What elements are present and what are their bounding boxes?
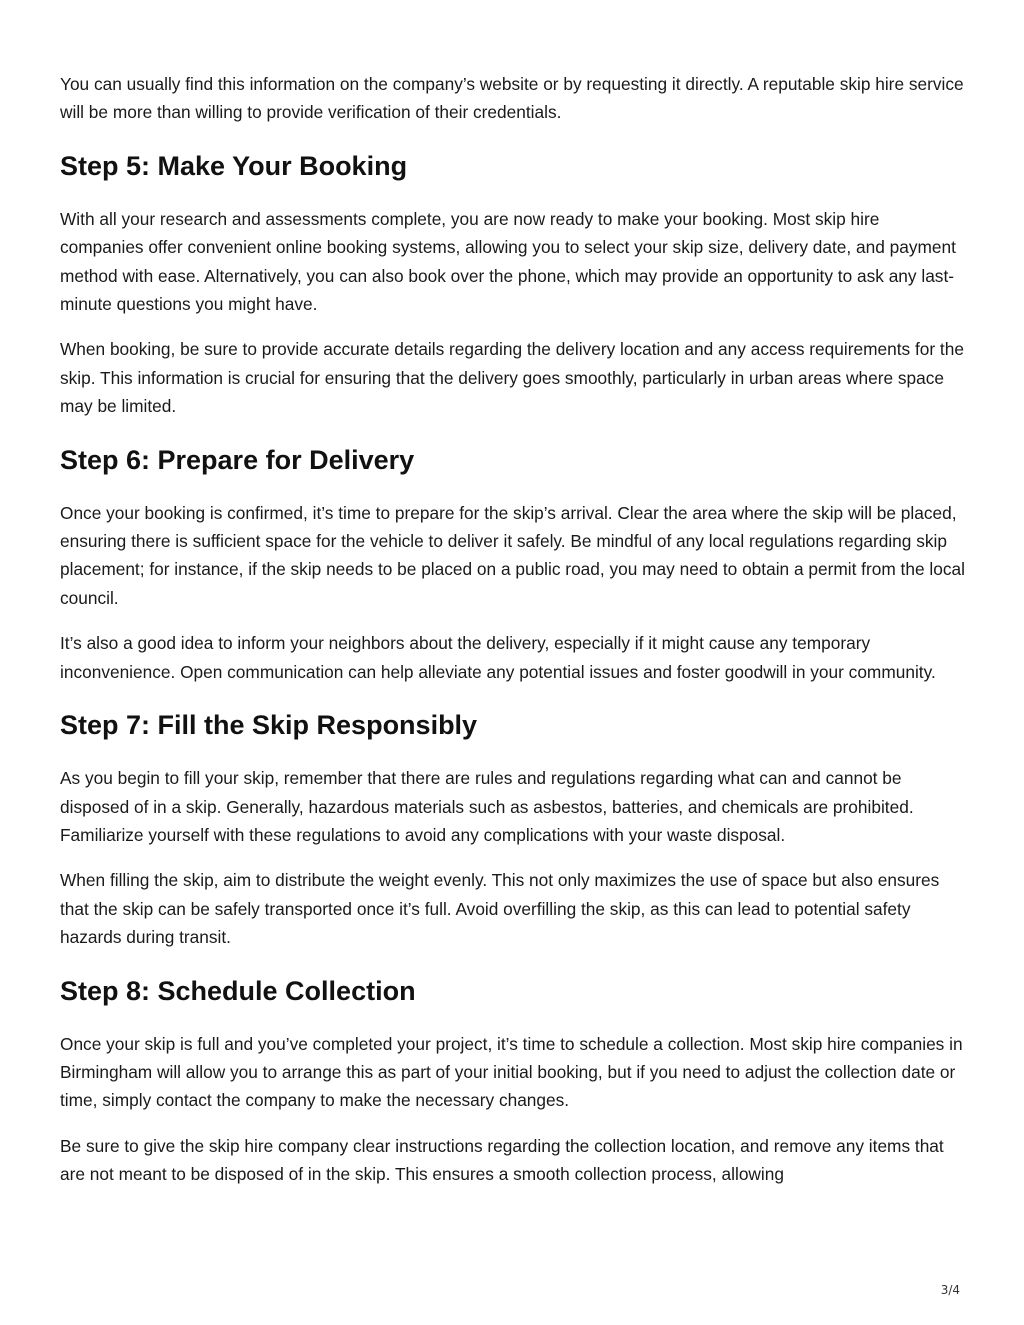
section-step-6 [60, 443, 965, 686]
section-step-5 [60, 149, 965, 421]
document-body [60, 70, 965, 1206]
section-step-7 [60, 708, 965, 951]
section-heading: Step 6: Prepare for Delivery [60, 444, 415, 475]
section-heading: Step 7: Fill the Skip Responsibly [60, 710, 478, 741]
page-number: 3/4 [940, 1283, 960, 1297]
paragraph: Once your booking is confirmed, it’s time to prepare for the skip’s arrival. Clear the area where the skip will be placed, ensuring there is sufficient space for the vehicle to deliver it safely. Be mindful of any local regulations regarding skip placement; for instance, if the skip needs to be placed on a public road, you may need to obtain a permit from the local council. [60, 502, 965, 608]
paragraph: Be sure to give the skip hire company clear instructions regarding the collection location, and remove any items that are not meant to be disposed of in the skip. This ensures a smooth collection process, allowing [60, 1135, 944, 1185]
intro-paragraph: You can usually find this information on the company’s website or by requesting it directly. A reputable skip hire service will be more than willing to provide verification of their credentials. [60, 74, 964, 123]
paragraph: As you begin to fill your skip, remember that there are rules and regulations regarding what can and cannot be disposed of in a skip. Generally, hazardous materials such as asbestos, batteries, and chemicals are prohibited. Familiarize yourself with these regulations to avoid any complications with your waste disposal. [60, 768, 914, 845]
paragraph: When filling the skip, aim to distribute the weight evenly. This not only maximizes the use of space but also ensures that the skip can be safely transported once it’s full. Avoid overfilling the skip, as this can lead to potential safety hazards during transit. [60, 870, 940, 948]
paragraph: It’s also a good idea to inform your neighbors about the delivery, especially if it might cause any temporary inconvenience. Open communication can help alleviate any potential issues and foster goodwill in your community. [60, 633, 936, 682]
section-step-8 [60, 974, 965, 1189]
section-heading: Step 8: Schedule Collection [60, 975, 416, 1006]
section-heading: Step 5: Make Your Booking [60, 150, 408, 181]
paragraph: Once your skip is full and you’ve completed your project, it’s time to schedule a collection. Most skip hire companies in Birmingham will allow you to arrange this as part of your initial booking, but if you need to adjust the collection date or time, simply contact the company to make the necessary changes. [60, 1033, 963, 1111]
paragraph: When booking, be sure to provide accurate details regarding the delivery location and any access requirements for the skip. This information is crucial for ensuring that the delivery goes smoothly, particularly in urban areas where space may be limited. [60, 339, 964, 417]
paragraph: With all your research and assessments complete, you are now ready to make your booking. Most skip hire companies offer convenient online booking systems, allowing you to select your skip size, delivery date, and payment method with ease. Alternatively, you can also book over the phone, which may provide an opportunity to ask any last-minute questions you might have. [60, 208, 956, 315]
